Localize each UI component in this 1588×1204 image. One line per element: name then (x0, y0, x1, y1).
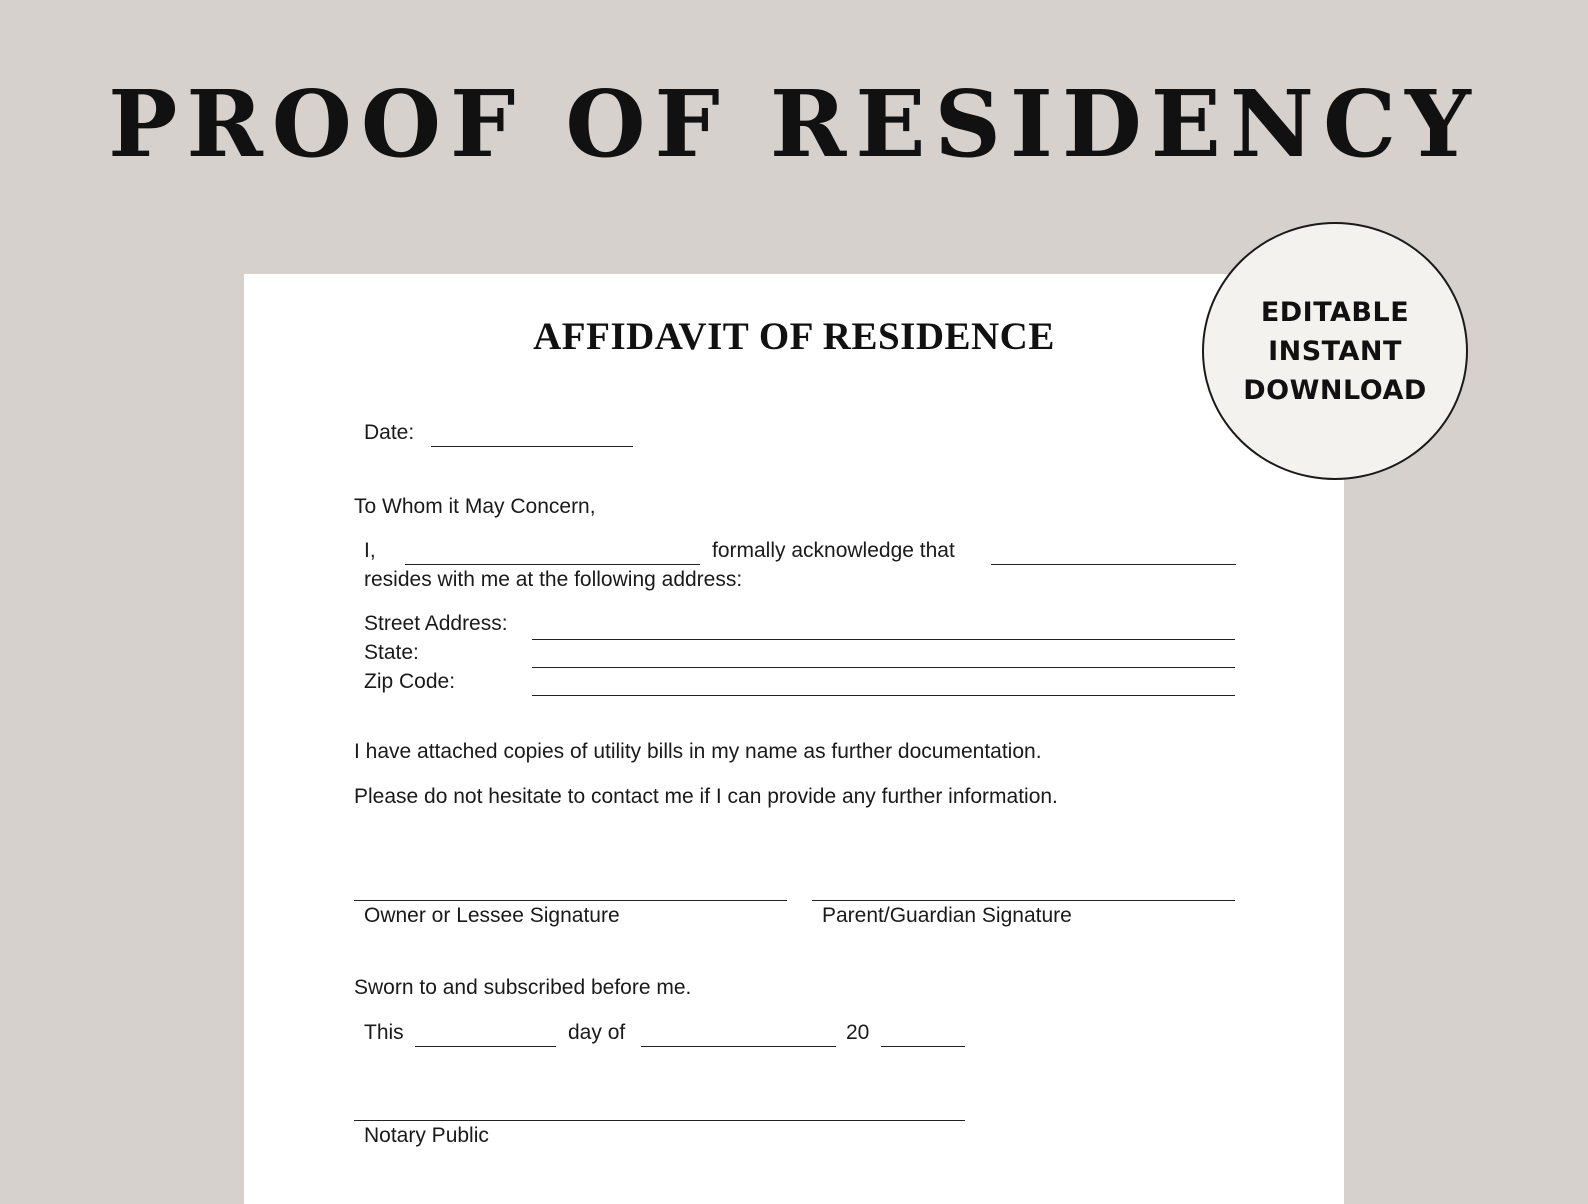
notary-public-label: Notary Public (364, 1124, 489, 1147)
salutation: To Whom it May Concern, (354, 495, 596, 518)
acknowledge-prefix: I, (364, 539, 376, 562)
editable-download-badge (1202, 222, 1468, 480)
sworn-month-field[interactable] (641, 1046, 836, 1047)
date-field[interactable] (431, 446, 633, 447)
guardian-signature-field[interactable] (812, 900, 1235, 901)
sworn-year-prefix: 20 (846, 1021, 870, 1044)
street-address-label: Street Address: (364, 612, 508, 635)
affidavit-document (244, 274, 1344, 1204)
attached-statement: I have attached copies of utility bills in my name as further documentation. (354, 740, 1042, 763)
badge-line-instant: INSTANT (1268, 335, 1402, 367)
sworn-statement: Sworn to and subscribed before me. (354, 976, 692, 999)
document-title: AFFIDAVIT OF RESIDENCE (533, 315, 1055, 358)
resident-name-field[interactable] (991, 564, 1236, 565)
sworn-year-field[interactable] (881, 1046, 965, 1047)
declarant-name-field[interactable] (405, 564, 700, 565)
owner-signature-field[interactable] (354, 900, 787, 901)
page-title: PROOF OF RESIDENCY (108, 70, 1480, 178)
sworn-day-field[interactable] (415, 1046, 556, 1047)
owner-signature-label: Owner or Lessee Signature (364, 904, 620, 927)
zip-code-label: Zip Code: (364, 670, 456, 693)
state-label: State: (364, 641, 419, 664)
sworn-this-label: This (364, 1021, 404, 1044)
guardian-signature-label: Parent/Guardian Signature (822, 904, 1072, 927)
state-field[interactable] (532, 667, 1235, 668)
date-label: Date: (364, 421, 415, 444)
sworn-day-of-label: day of (568, 1021, 626, 1044)
badge-line-editable: EDITABLE (1260, 296, 1410, 328)
street-address-field[interactable] (532, 639, 1235, 640)
zip-code-field[interactable] (532, 695, 1235, 696)
notary-signature-field[interactable] (354, 1120, 965, 1121)
badge-line-download: DOWNLOAD (1243, 374, 1427, 406)
acknowledge-text: formally acknowledge that (712, 539, 955, 562)
acknowledge-continuation: resides with me at the following address: (364, 568, 743, 591)
contact-statement: Please do not hesitate to contact me if I can provide any further information. (354, 785, 1058, 808)
